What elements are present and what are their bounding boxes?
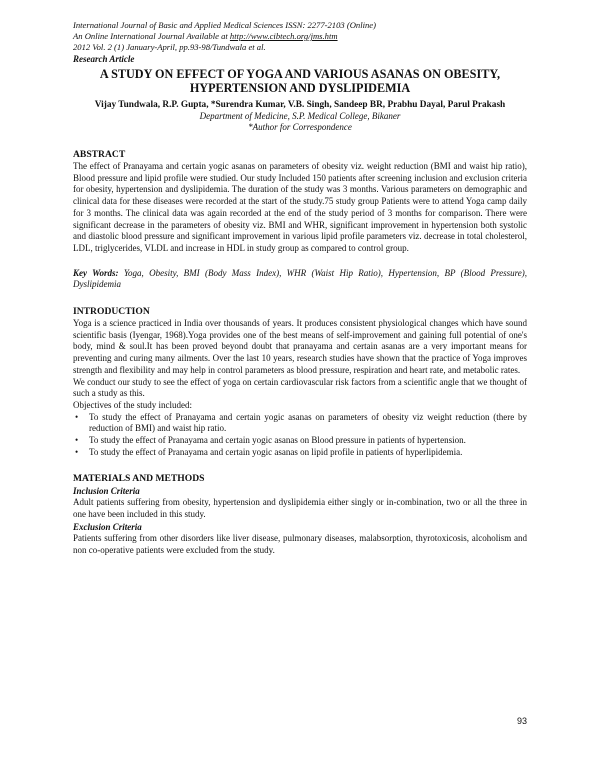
objectives-label: Objectives of the study included: [73,399,192,410]
exclusion-text: Patients suffering from other disorders like liver disease, pulmonary diseases, malabsorption, thyrotoxicosis, alcoholism and non co-operative patients were excluded from the study. [73,532,527,555]
inclusion-heading: Inclusion Criteria [73,486,140,497]
introduction-heading: INTRODUCTION [73,306,150,318]
article-title: A STUDY ON EFFECT OF YOGA AND VARIOUS ASANAS ON OBESITY, HYPERTENSION AND DYSLIPIDEMIA [99,67,501,95]
list-item: • To study the effect of Pranayama and certain yogic asanas on parameters of obesity viz weight reduction (there by reduction of BMI) and waist hip ratio. [75,411,527,434]
exclusion-heading: Exclusion Criteria [73,521,142,532]
keywords: Key Words: Yoga, Obesity, BMI (Body Mass Index), WHR (Waist Hip Ratio), Hypertension, BP (Blood Pressure), Dyslipidemia [73,267,527,290]
journal-volume: 2012 Vol. 2 (1) January-April, pp.93-98/Tundwala et al. [73,42,266,52]
journal-name: International Journal of Basic and Applied Medical Sciences ISSN: 2277-2103 (Online) [73,20,376,30]
journal-link[interactable]: http://www.cibtech.org/jms.htm [229,31,338,41]
correspondence-note: *Author for Correspondence [248,122,352,132]
journal-availability: An Online International Journal Available at http://www.cibtech.org/jms.htm [73,31,338,41]
journal-header [73,20,527,65]
list-item: • To study the effect of Pranayama and certain yogic asanas on lipid profile in patients of hyperlipidemia. [75,446,463,457]
affiliation: Department of Medicine, S.P. Medical College, Bikaner [199,111,401,121]
methods-heading: MATERIALS AND METHODS [73,473,205,485]
author-list: Vijay Tundwala, R.P. Gupta, *Surendra Kumar, V.B. Singh, Sandeep BR, Prabhu Dayal, Parul Prakash [94,100,506,110]
objectives-list [73,412,527,459]
list-item: • To study the effect of Pranayama and certain yogic asanas on Blood pressure in patients of hypertension. [75,435,466,446]
inclusion-text: Adult patients suffering from obesity, hypertension and dyslipidemia either singly or in-combination, two or all the three in one have been included in this study. [73,497,527,520]
article-page [73,20,527,556]
keywords-label: Key Words: [73,267,119,278]
introduction-paragraph-2: We conduct our study to see the effect of yoga on certain cardiovascular risk factors from a scientific angle that we thought of such a study as this. [73,376,527,399]
abstract-heading: ABSTRACT [73,149,126,160]
introduction-paragraph: Yoga is a science practiced in India over thousands of years. It produces consistent physiological changes which have sound scientific basis (Iyengar, 1968).Yoga provides one of the best means of self-improvement and gaining full potential of one's body, mind & soul.It has been proved beyond doubt that pranayama and certain asanas are a very important means for preventing and curing many ailments. Over the last 10 years, research studies have shown that the practice of Yoga improves strength and flexibility and may help in control parameters as blood pressure, respiration and heart rate, and metabolic rates. [73,318,527,375]
article-type: Research Article [73,54,135,64]
abstract-text: The effect of Pranayama and certain yogic asanas on parameters of obesity viz. weight reduction (BMI and waist hip ratio), Blood pressure and lipid profile were studied. Our study Included 150 patients after screening inclusion and exclusion criteria for obesity, hypertension and dyslipidemia. The duration of the study was 3 months. Various parameters on demographic and clinical data for these diseases were recorded at the start of the study.75 study group Patients were to attend Yoga camp daily for 3 months. The clinical data was again recorded at the end of the study period of 3 months for comparison. There were significant decrease in the parameters of obesity viz. BMI and WHR, significant improvement in hypertension both systolic and diastolic blood pressure and significant improvement in various lipid profile parameters viz. decrease in total cholesterol, LDL, triglycerides, VLDL and increase in HDL in study group as compared to control group. [73,161,527,253]
page-number: 93 [516,716,527,726]
